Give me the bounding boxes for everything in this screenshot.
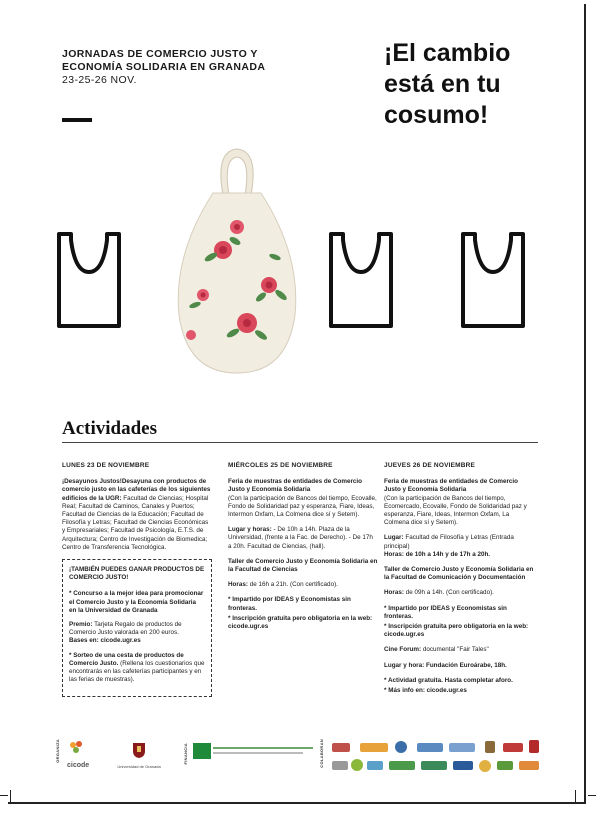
- ugr-name: Universidad de Granada: [117, 764, 161, 769]
- cicode-name: cicode: [67, 762, 90, 769]
- sponsors-footer: [55, 735, 545, 775]
- fair-info: [228, 478, 378, 519]
- sponsor-logo: [367, 761, 383, 770]
- sponsor-logo: [417, 743, 443, 752]
- sponsor-logo: [529, 740, 539, 753]
- day-heading: MIÉRCOLES 25 DE NOVIEMBRE: [228, 462, 333, 469]
- tote-bag-outline-icon: [327, 230, 395, 330]
- hours-line: Horas: de 10h a 14h y de 17h a 20h.: [384, 550, 491, 558]
- workshop-title: Taller de Comercio Justo y Economía Solidaria en la Facultad de Ciencias: [228, 557, 378, 574]
- sponsor-logo: [503, 743, 523, 752]
- sponsor-logo: [389, 761, 415, 770]
- day-heading: LUNES 23 DE NOVIEMBRE: [62, 462, 150, 469]
- header-dash: [62, 118, 92, 122]
- forum-info[interactable]: * Más info en: cicode.ugr.es: [384, 687, 467, 695]
- aacid-logo-text: [213, 752, 303, 754]
- ugr-logo: [115, 741, 163, 769]
- event-title-line2: ECONOMÍA SOLIDARIA EN GRANADA: [62, 61, 266, 73]
- prize-text: Tarjeta Regalo de productos de Comercio Justo valorada en 200 euros.: [69, 621, 182, 637]
- prize-label: Premio:: [69, 621, 93, 629]
- prize-box-title: ¡TAMBIÉN PUEDES GANAR PRODUCTOS DE COMERCIO JUSTO!: [69, 566, 205, 582]
- bases-link[interactable]: Bases en: cicode.ugr.es: [69, 637, 141, 645]
- sponsor-logo: [485, 741, 495, 753]
- place-label: Lugar:: [384, 534, 404, 542]
- forum-free: * Actividad gratuita. Hasta completar aforo.: [384, 676, 513, 684]
- hours-text: de 09h a 14h. (Con certificado).: [405, 589, 494, 597]
- sponsor-logo: [453, 761, 473, 770]
- junta-andalucia-logo: [193, 743, 211, 759]
- imparted-by: * Impartido por IDEAS y Economistas sin fronteras.: [384, 604, 507, 620]
- place-label: Lugar y horas:: [228, 526, 272, 534]
- slogan-line2: está en tu: [384, 70, 501, 98]
- fair-participants: (Con la participación de Bancos del tiempo, Ecomercado, Ecovalle, Fondo de Solidaridad paz y esperanza, Fiare, Ideas, Intermon Oxfam, La Colmena dice sí y Setem).: [384, 494, 527, 527]
- hours-text: de 16h a 21h. (Con certificado).: [249, 581, 338, 589]
- tote-bag-outline-icon: [55, 230, 123, 330]
- monday-column: [62, 462, 212, 697]
- section-divider: [62, 442, 538, 443]
- tote-bag-outline-icon: [459, 230, 527, 330]
- bags-illustration: [55, 145, 545, 385]
- contest-item: * Concurso a la mejor idea para promocionar el Comercio Justo y la Economía Solidaria en la Universidad de Granada: [69, 590, 204, 614]
- thursday-column: [384, 462, 534, 702]
- slogan: [384, 38, 574, 131]
- sponsor-logo: [421, 761, 447, 770]
- slogan-line3: cosumo!: [384, 101, 489, 129]
- raffle-title: * Sorteo de una cesta de productos de Comercio Justo.: [69, 651, 184, 667]
- hours-label: Horas:: [384, 589, 404, 597]
- forum-text: documental "Fair Tales": [422, 646, 489, 654]
- imparted-by: * Impartido por IDEAS y Economistas sin fronteras.: [228, 596, 351, 612]
- workshop-hours: [384, 589, 534, 597]
- fair-place: [384, 534, 534, 559]
- breakfast-title: ¡Desayunos Justos!Desayuna con productos de comercio justo en las cafeterías de los siguientes edificios de la UGR:: [62, 478, 211, 502]
- crop-mark: [10, 790, 11, 802]
- workshop-title: Taller de Comercio Justo y Economía Solidaria en la Facultad de Comunicación y Documentación: [384, 566, 534, 582]
- cicode-icon: [67, 739, 87, 757]
- cine-forum: [384, 646, 534, 654]
- wednesday-column: [228, 462, 378, 638]
- sponsor-logo: [351, 759, 363, 771]
- crop-mark: [0, 795, 8, 796]
- fair-info: [384, 478, 534, 527]
- event-header: [62, 48, 362, 87]
- signup-link[interactable]: * Inscripción gratuita pero obligatoria en la web: cicode.ugr.es: [384, 623, 529, 639]
- fair-place: [228, 526, 378, 551]
- fair-title: Feria de muestras de entidades de Comercio Justo y Economía Solidaria: [228, 478, 363, 494]
- slogan-line1: ¡El cambio: [384, 39, 511, 67]
- sponsor-logo: [497, 761, 513, 770]
- raffle-text: (Rellena los cuestionarios que encontrarás en las cafeterías participantes y en las ferias de muestras).: [69, 659, 205, 684]
- place-text: Facultad de Filosofía y Letras (Entrada principal): [384, 534, 514, 550]
- crop-mark: [588, 795, 596, 796]
- organiza-label: ORGANIZA: [55, 739, 60, 763]
- colaboran-label: COLABORAN: [319, 739, 324, 768]
- sponsor-logo: [395, 741, 407, 753]
- activities-title: Actividades: [62, 418, 157, 439]
- event-title-line1: JORNADAS DE COMERCIO JUSTO Y: [62, 48, 258, 60]
- sponsor-logo: [332, 743, 350, 752]
- hours-label: Horas:: [228, 581, 248, 589]
- sponsor-logo: [449, 743, 475, 752]
- breakfast-info: [62, 478, 212, 552]
- financia-label: FINANCIA: [183, 743, 188, 765]
- place-text: - De 10h a 14h. Plaza de la Universidad, (frente a la Fac. de Derecho). - De 17h a 20h. Facultad de Ciencias, (hall).: [228, 526, 373, 550]
- ugr-crest-icon: [132, 741, 146, 759]
- raffle-item: [69, 652, 205, 685]
- day-heading: JUEVES 26 DE NOVIEMBRE: [384, 462, 476, 469]
- sponsor-logo: [519, 761, 539, 770]
- aacid-logo-bar: [213, 747, 313, 749]
- workshop-hours: [228, 581, 378, 589]
- sponsor-logo: [479, 760, 491, 772]
- signup-link[interactable]: * Inscripción gratuita pero obligatoria en la web: cicode.ugr.es: [228, 614, 373, 631]
- breakfast-venues: Facultad de Ciencias; Hospital Real; Facultad de Caminos, Canales y Puertos; Facultad de Ciencias de la Educación; Facultad de Filosofía y Letras; Facultad de Ciencias Económicas y Empresariales; Facultad de Psicología, E.T.S. de Arquitectura; Centro de Investigación de Biomedica; Centro de Transferencia Tecnológica.: [62, 494, 209, 551]
- prize-detail: [69, 621, 205, 646]
- floral-bag-image: [173, 145, 301, 375]
- event-dates: 23-25-26 NOV.: [62, 74, 137, 86]
- fair-participants: (Con la participación de Bancos del tiempo, Ecovalle, Fondo de Solidaridad paz y esperanza, Fiare, Ideas, Intermon Oxfam, La Colmena dice sí y Setem).: [228, 494, 377, 519]
- fair-title: Feria de muestras de entidades de Comercio Justo y Economía Solidaria: [384, 478, 519, 494]
- forum-label: Cine Forum:: [384, 646, 422, 654]
- crop-mark: [575, 790, 576, 802]
- cicode-logo: [67, 739, 107, 769]
- sponsor-logo: [332, 761, 348, 770]
- prize-box: [62, 559, 212, 697]
- sponsor-logo: [360, 743, 388, 752]
- forum-place: Lugar y hora: Fundación Euroárabe, 18h.: [384, 661, 507, 669]
